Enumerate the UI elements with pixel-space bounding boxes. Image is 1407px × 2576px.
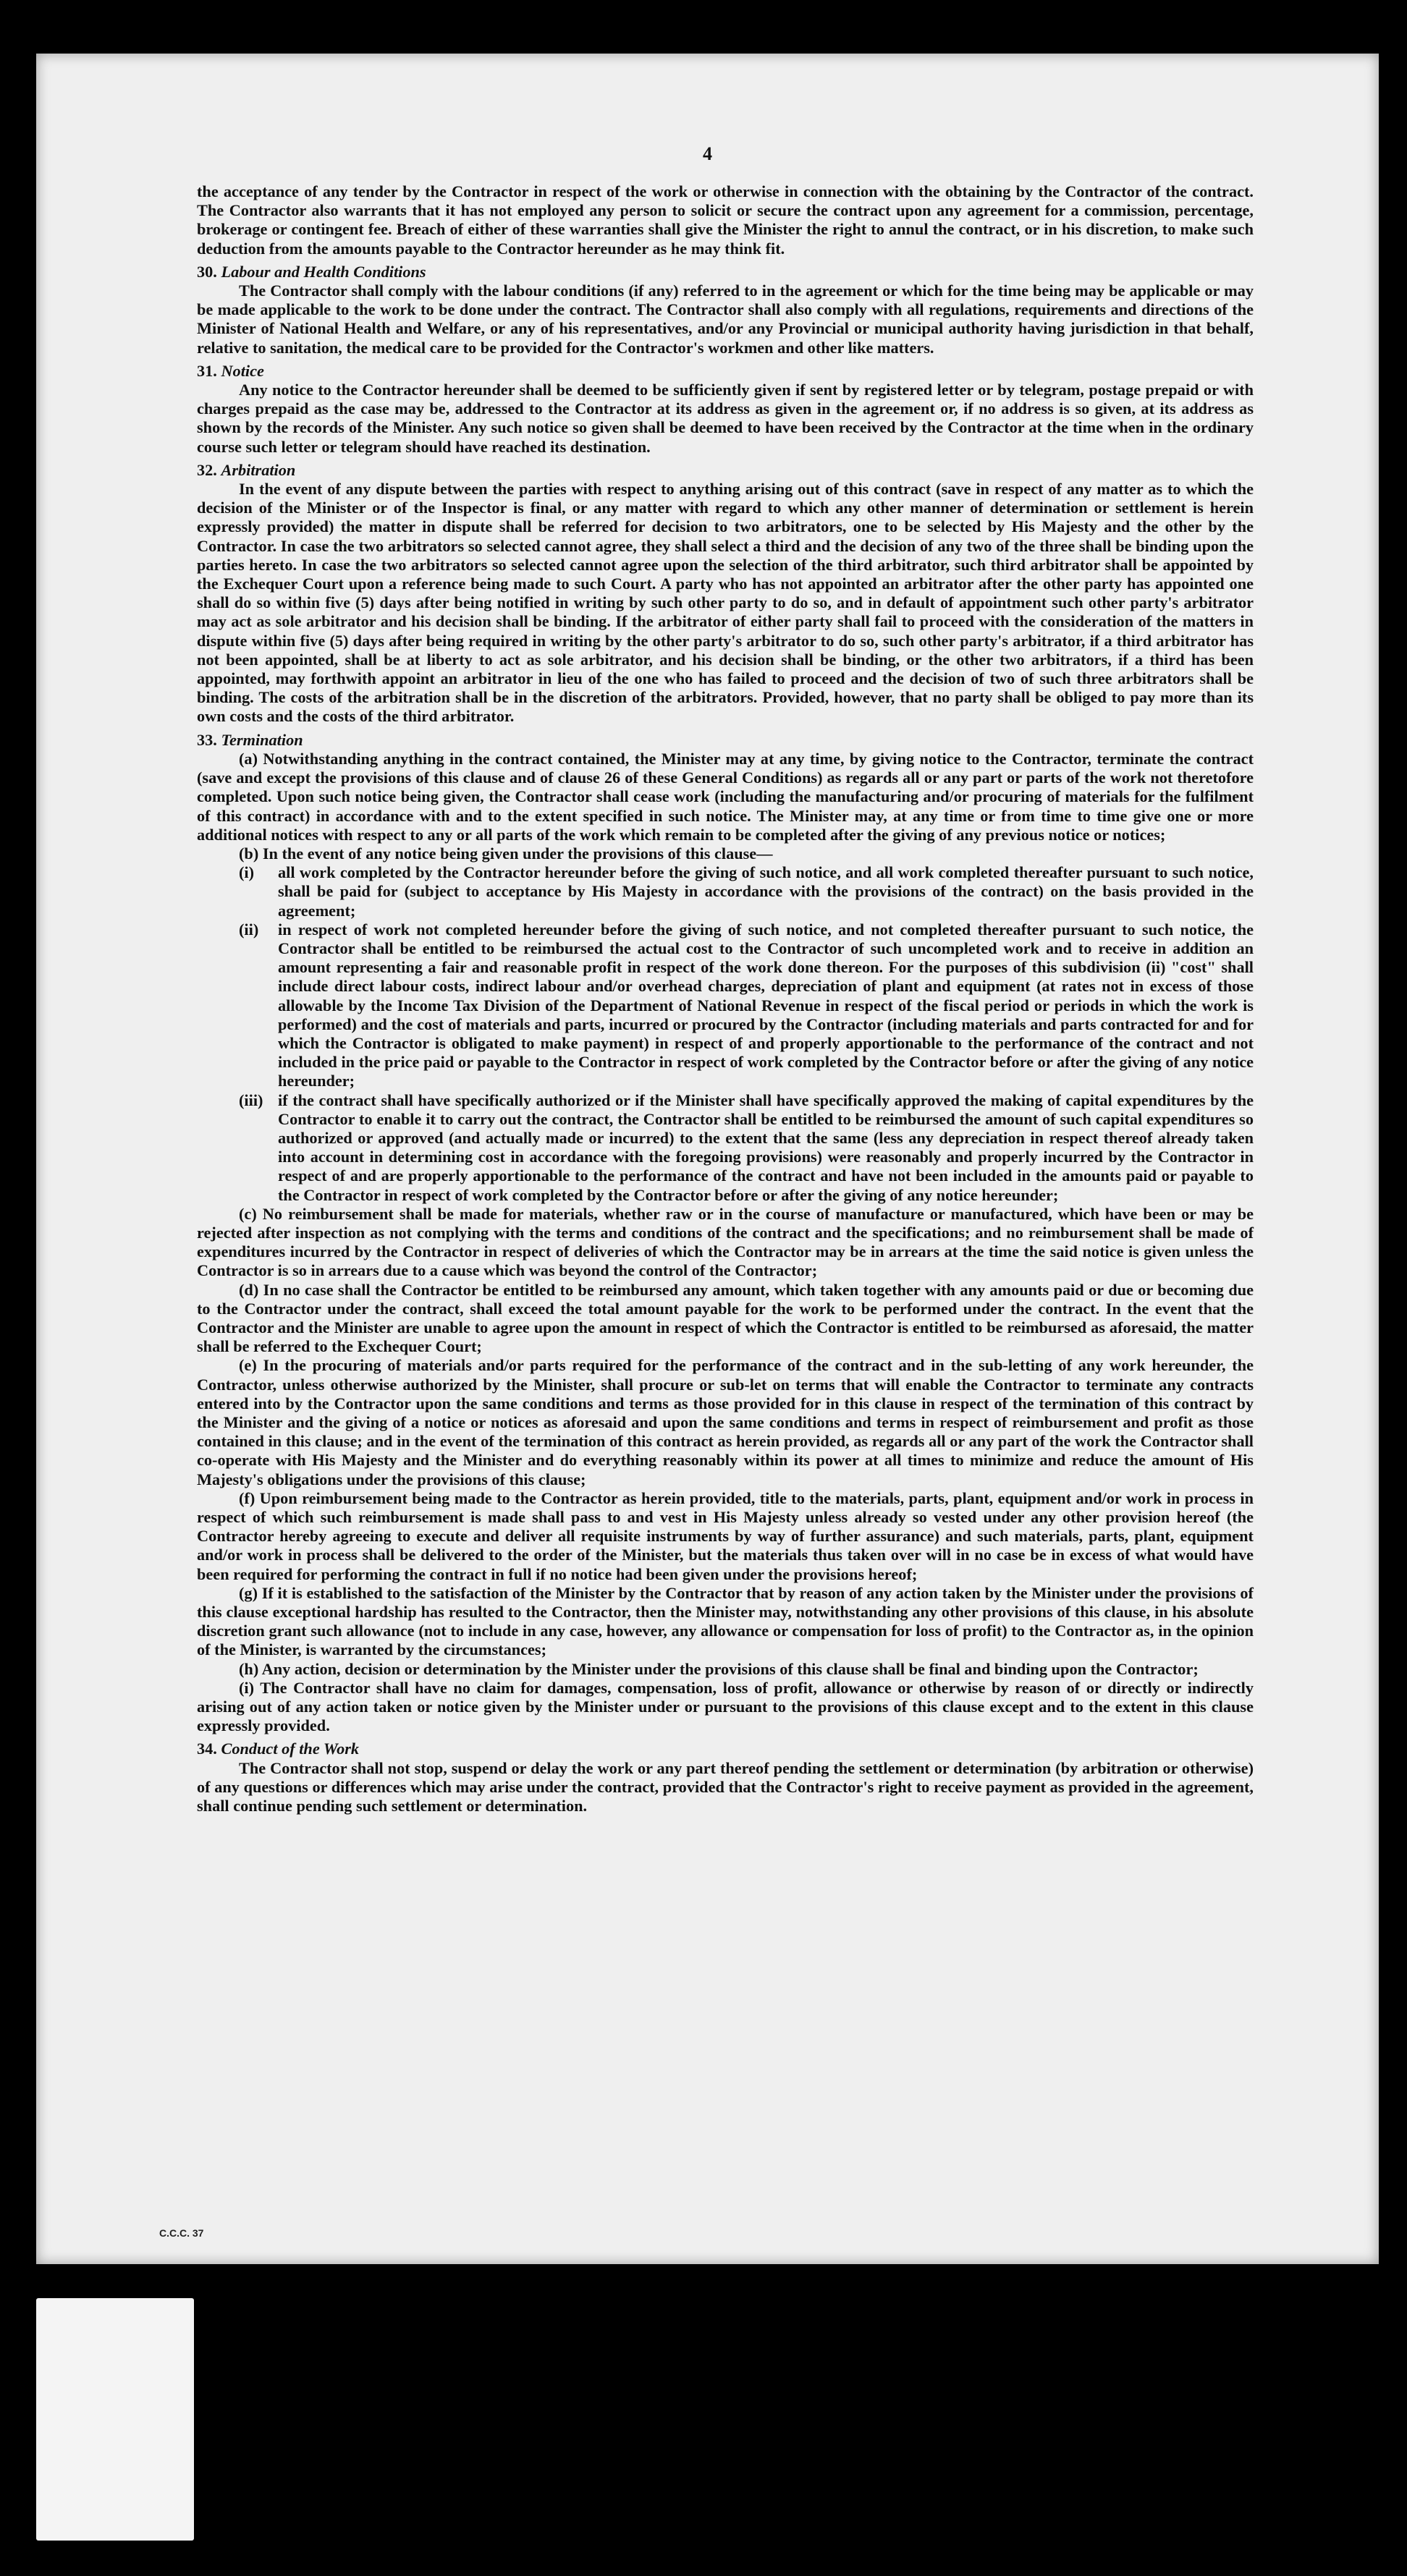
- section-33-clause-c: (c) No reimbursement shall be made for materials, whether raw or in the course of manufacture or manufactured, which have been or may be rejected after inspection as not complying with the terms and conditions of the contract and the specifications; and no reimbursement shall be made of expenditures incurred by the Contractor in respect of deliveries of which the Contractor may be in arrears at the time the said notice is given unless the Contractor is so in arrears due to a cause which was beyond the control of the Contractor;: [197, 1204, 1254, 1280]
- subclause-iii-marker: (iii): [239, 1090, 263, 1109]
- section-33-subclause-i: [239, 863, 1254, 920]
- section-33-subclause-iii: [239, 1091, 1254, 1205]
- section-30-heading: [197, 263, 1254, 281]
- document-body: [197, 182, 1254, 1816]
- section-30-number: 30.: [197, 262, 217, 281]
- form-code: C.C.C. 37: [159, 2227, 204, 2239]
- section-31-heading: [197, 362, 1254, 381]
- section-31-title: Notice: [221, 361, 264, 380]
- section-34-heading: [197, 1740, 1254, 1758]
- section-30-title: Labour and Health Conditions: [221, 262, 426, 281]
- blank-label-card: [36, 2298, 194, 2541]
- section-32-number: 32.: [197, 460, 217, 479]
- section-32-title: Arbitration: [221, 460, 296, 479]
- section-33-clause-h: (h) Any action, decision or determination by the Minister under the provisions of this clause shall be final and binding upon the Contractor;: [239, 1659, 1199, 1678]
- section-33-clause-b: (b) In the event of any notice being given under the provisions of this clause—: [239, 844, 773, 863]
- section-33-clause-a: (a) Notwithstanding anything in the contract contained, the Minister may at any time, by giving notice to the Contractor, terminate the contract (save and except the provisions of this clause and of clause 26 of these General Conditions) as regards all or any part or parts of the work not theretofore completed. Upon such notice being given, the Contractor shall cease work (including the manufacturing and/or procuring of materials for the fulfilment of this contract) in accordance with and to the extent specified in such notice. The Minister may, at any time or from time to time give one or more additional notices with respect to any or all parts of the work which remain to be completed after the giving of any previous notice or notices;: [197, 749, 1254, 844]
- section-33-subclause-ii: [239, 920, 1254, 1091]
- section-34-title: Conduct of the Work: [221, 1740, 360, 1758]
- subclause-i-marker: (i): [239, 863, 255, 882]
- section-33-clause-e: (e) In the procuring of materials and/or parts required for the performance of the contract and in the sub-letting of any work hereunder, the Contractor, unless otherwise authorized by the Minister, shall procure or sub-let on terms that will enable the Contractor to terminate any contracts entered into by the Contractor upon the same conditions and terms as those provided for in this clause in respect of the termination of this contract by the Minister and the giving of a notice or notices as aforesaid and upon the same conditions and terms in respect of reimbursement and profit as those contained in this clause; and in the event of the termination of this contract as herein provided, as regards all or any part of the work the Contractor shall co-operate with His Majesty and the Minister and do everything reasonably within its power at all times to minimize and reduce the amount of His Majesty's obligations under the provisions of this clause;: [197, 1356, 1254, 1488]
- section-33-clause-d: (d) In no case shall the Contractor be entitled to be reimbursed any amount, which taken together with any amounts paid or due or becoming due to the Contractor under the contract, shall exceed the total amount payable for the work to be performed under the contract. In the event that the Contractor and the Minister are unable to agree upon the amount in respect of which the Contractor is entitled to be reimbursed as aforesaid, the matter shall be referred to the Exchequer Court;: [197, 1280, 1254, 1356]
- section-34-text: The Contractor shall not stop, suspend or delay the work or any part thereof pending the settlement or determination (by arbitration or otherwise) of any questions or differences which may arise under the contract, provided that the Contractor's right to receive payment as provided in the agreement, shall continue pending such settlement or determination.: [197, 1758, 1254, 1816]
- document-page: [36, 54, 1379, 2264]
- section-33-clause-g: (g) If it is established to the satisfaction of the Minister by the Contractor that by reason of any action taken by the Minister under the provisions of this clause exceptional hardship has resulted to the Contractor, then the Minister may, notwithstanding any other provisions of this clause, in his absolute discretion grant such allowance (not to include in any case, however, any allowance or compensation for loss of profit) to the Contractor as, in the opinion of the Minister, is warranted by the circumstances;: [197, 1583, 1254, 1659]
- section-33-number: 33.: [197, 730, 217, 749]
- section-33-clause-i: (i) The Contractor shall have no claim for damages, compensation, loss of profit, allowance or otherwise by reason of or directly or indirectly arising out of any action taken or notice given by the Minister under or pursuant to the provisions of this clause except and to the extent in this clause expressly provided.: [197, 1678, 1254, 1735]
- section-31-text: Any notice to the Contractor hereunder shall be deemed to be sufficiently given if sent by registered letter or by telegram, postage prepaid or with charges prepaid as the case may be, addressed to the Contractor at its address as given in the agreement or, if no address is so given, at its address as shown by the records of the Minister. Any such notice so given shall be deemed to have been received by the Contractor at the time when in the ordinary course such letter or telegram should have reached its destination.: [197, 381, 1254, 456]
- subclause-ii-marker: (ii): [239, 920, 259, 939]
- intro-paragraph: the acceptance of any tender by the Contractor in respect of the work or otherwise in connection with the obtaining by the Contractor of the contract. The Contractor also warrants that it has not employed any person to solicit or secure the contract upon any agreement for a commission, percentage, brokerage or contingent fee. Breach of either of these warranties shall give the Minister the right to annul the contract, or in his discretion, to make such deduction from the amounts payable to the Contractor hereunder as he may think fit.: [197, 182, 1254, 258]
- page-number: 4: [703, 143, 712, 164]
- section-31-number: 31.: [197, 361, 217, 380]
- section-34-number: 34.: [197, 1740, 217, 1758]
- section-33-heading: [197, 731, 1254, 750]
- subclause-i-text: all work completed by the Contractor hereunder before the giving of such notice, and all work completed thereafter pursuant to such notice, shall be paid for (subject to acceptance by His Majesty in accordance with the provisions of the contract) on the basis provided in the agreement;: [278, 863, 1254, 920]
- subclause-iii-text: if the contract shall have specifically authorized or if the Minister shall have specifically approved the making of capital expenditures by the Contractor to enable it to carry out the contract, the Contractor shall be entitled to be reimbursed the amount of such capital expenditures so authorized or approved (and actually made or incurred) to the extent that the same (less any depreciation in respect thereof already taken into account in determining cost in accordance with the foregoing provisions) were reasonably and properly incurred by the Contractor in respect of and are properly apportionable to the performance of the contract and have not been included in the amounts paid or payable to the Contractor in respect of work completed by the Contractor before or after the giving of any notice hereunder;: [278, 1090, 1254, 1204]
- section-33-title: Termination: [221, 730, 303, 749]
- section-30-text: The Contractor shall comply with the labour conditions (if any) referred to in the agreement or which for the time being may be applicable or may be made applicable to the work to be done under the contract. The Contractor shall also comply with all regulations, requirements and directions of the Minister of National Health and Welfare, or any of his representatives, and/or any Provincial or municipal authority having jurisdiction in that behalf, relative to sanitation, the medical care to be provided for the Contractor's workmen and other like matters.: [197, 281, 1254, 357]
- section-32-text: In the event of any dispute between the parties with respect to anything arising out of this contract (save in respect of any matter as to which the decision of the Minister or of the Inspector is final, or any matter with regard to which any other manner of determination or settlement is herein expressly provided) the matter in dispute shall be referred for decision to two arbitrators, one to be selected by His Majesty and the other by the Contractor. In case the two arbitrators so selected cannot agree, they shall select a third and the decision of any two of the three shall be binding upon the parties hereto. In case the two arbitrators so selected cannot agree upon the selection of the third arbitrator, such third arbitrator shall be appointed by the Exchequer Court upon a reference being made to such Court. A party who has not appointed an arbitrator after the other party has appointed one shall do so within five (5) days after being notified in writing by such other party to do so, and in default of appointment such other party's arbitrator may act as sole arbitrator and his decision shall be binding. If the arbitrator of either party shall fail to proceed with the consideration of the matters in dispute within five (5) days after being required in writing by the other party's arbitrator to do so, such other party's arbitrator, if a third arbitrator has not been appointed, shall be at liberty to act as sole arbitrator, and his decision shall be binding, or the other two arbitrators, if a third has been appointed, may forthwith appoint an arbitrator in lieu of the one who has failed to proceed and the decision of two of such three arbitrators shall be binding. The costs of the arbitration shall be in the discretion of the arbitrators. Provided, however, that no party shall be obliged to pay more than its own costs and the costs of the third arbitrator.: [197, 480, 1254, 726]
- section-32-heading: [197, 461, 1254, 480]
- section-33-clause-f: (f) Upon reimbursement being made to the Contractor as herein provided, title to the materials, parts, plant, equipment and/or work in process in respect of which such reimbursement is made shall pass to and vest in His Majesty unless already so vested under any other provision hereof (the Contractor hereby agreeing to execute and deliver all requisite instruments by way of further assurance) and such materials, parts, plant, equipment and/or work in process shall be delivered to the order of the Minister, but the materials thus taken over will in no case be in excess of what would have been required for performing the contract in full if no notice had been given under the provisions hereof;: [197, 1488, 1254, 1583]
- subclause-ii-text: in respect of work not completed hereunder before the giving of such notice, and not completed thereafter pursuant to such notice, the Contractor shall be entitled to be reimbursed the actual cost to the Contractor of such uncompleted work and to receive in addition an amount representing a fair and reasonable profit in respect of the work done thereon. For the purposes of this subdivision (ii) "cost" shall include direct labour costs, indirect labour and/or overhead charges, depreciation of plant and equipment (at rates not in excess of those allowable by the Income Tax Division of the Department of National Revenue in respect of the fiscal period or periods in which the work is performed) and the cost of materials and parts, incurred or procured by the Contractor (including materials and parts contracted for and for which the Contractor is obligated to make payment) in respect of and properly apportionable to the performance of the contract and not included in the price paid or payable to the Contractor in respect of work completed by the Contractor before or after the giving of any notice hereunder;: [278, 920, 1254, 1090]
